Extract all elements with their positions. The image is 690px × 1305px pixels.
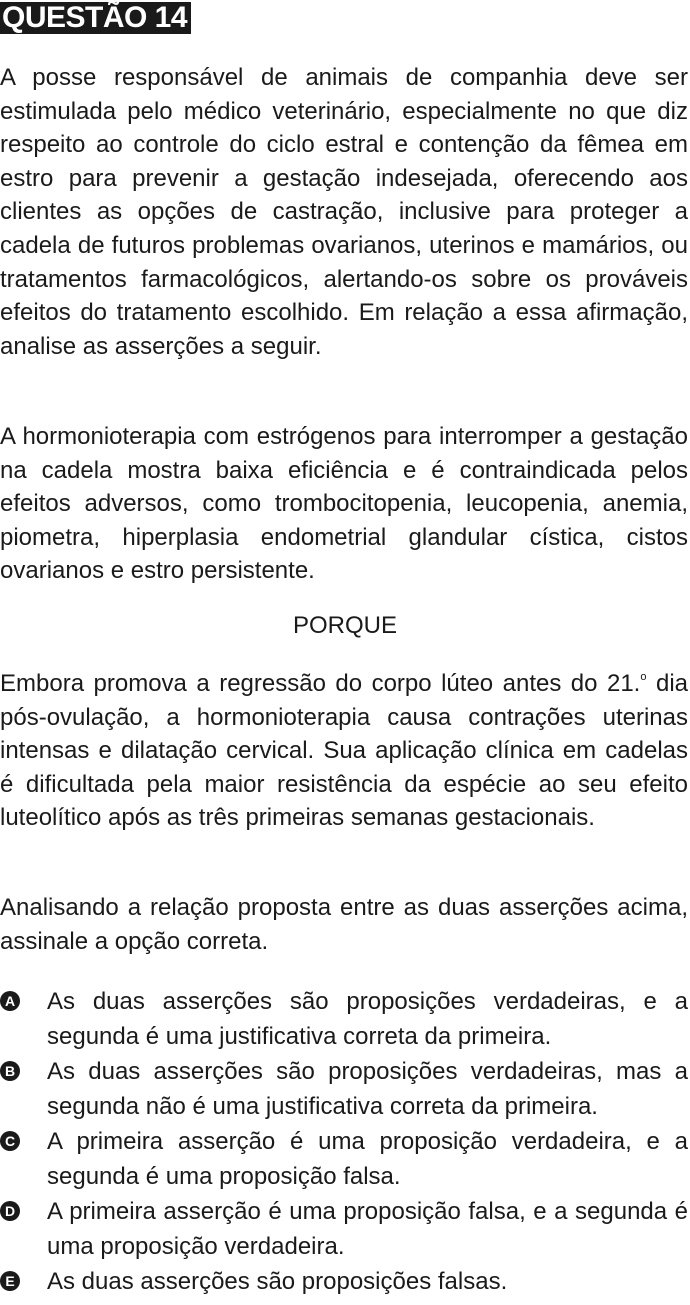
instruction-paragraph: Analisando a relação proposta entre as duas asserções acima, assinale a opção correta. xyxy=(0,894,688,955)
option-c[interactable] xyxy=(0,1124,690,1194)
assertion-2 xyxy=(0,667,688,835)
option-d[interactable] xyxy=(0,1194,690,1264)
question-title: QUESTÃO 14 xyxy=(0,2,191,34)
option-b-text: As duas asserções são proposições verdadeiras, mas a segunda não é uma justificativa correta da primeira. xyxy=(47,1058,688,1120)
option-c-text: A primeira asserção é uma proposição verdadeira, e a segunda é uma proposição falsa. xyxy=(47,1128,688,1190)
option-d-marker[interactable]: D xyxy=(0,1201,20,1221)
intro-paragraph: A posse responsável de animais de companhia deve ser estimulada pelo médico veterinário, especialmente no que diz respeito ao controle do ciclo estral e contenção da fêmea em estro para prevenir a gestação indesejada, oferecendo aos clientes as opções de castração, inclusive para proteger a cadela de futuros problemas ovarianos, uterinos e mamários, ou tratamentos farmacológicos, alertando-os sobre os prováveis efeitos do tratamento escolhido. Em relação a essa afirmação, analise as asserções a seguir. xyxy=(0,64,688,360)
option-b-marker[interactable]: B xyxy=(0,1061,20,1081)
assertion-2-text-end: dia pós-ovulação, a hormonioterapia causa contrações uterinas intensas e dilatação cervical. Sua aplicação clínica em cadelas é dificultada pela maior resistência da espécie ao seu efeito luteolítico após as três primeiras semanas gestacionais. xyxy=(0,670,688,832)
option-e-text: As duas asserções são proposições falsas. xyxy=(47,1268,508,1295)
option-c-marker[interactable]: C xyxy=(0,1131,20,1151)
option-b[interactable] xyxy=(0,1054,690,1124)
answer-options xyxy=(0,984,690,1299)
option-e[interactable] xyxy=(0,1264,690,1299)
option-a-text: As duas asserções são proposições verdadeiras, e a segunda é uma justificativa correta da primeira. xyxy=(47,988,688,1050)
connector-porque: PORQUE xyxy=(292,612,397,639)
option-a-marker[interactable]: A xyxy=(0,991,20,1011)
option-e-marker[interactable]: E xyxy=(0,1271,20,1291)
assertion-1: A hormonioterapia com estrógenos para interromper a gestação na cadela mostra baixa eficiência e é contraindicada pelos efeitos adversos, como trombocitopenia, leucopenia, anemia, piometra, hiperplasia endometrial glandular cística, cistos ovarianos e estro persistente. xyxy=(0,423,688,585)
assertion-2-text-start: Embora promova a regressão do corpo lúteo antes do 21. xyxy=(0,670,641,697)
ordinal-indicator: o xyxy=(640,671,647,683)
option-a[interactable] xyxy=(0,984,690,1054)
option-d-text: A primeira asserção é uma proposição falsa, e a segunda é uma proposição verdadeira. xyxy=(47,1198,688,1260)
